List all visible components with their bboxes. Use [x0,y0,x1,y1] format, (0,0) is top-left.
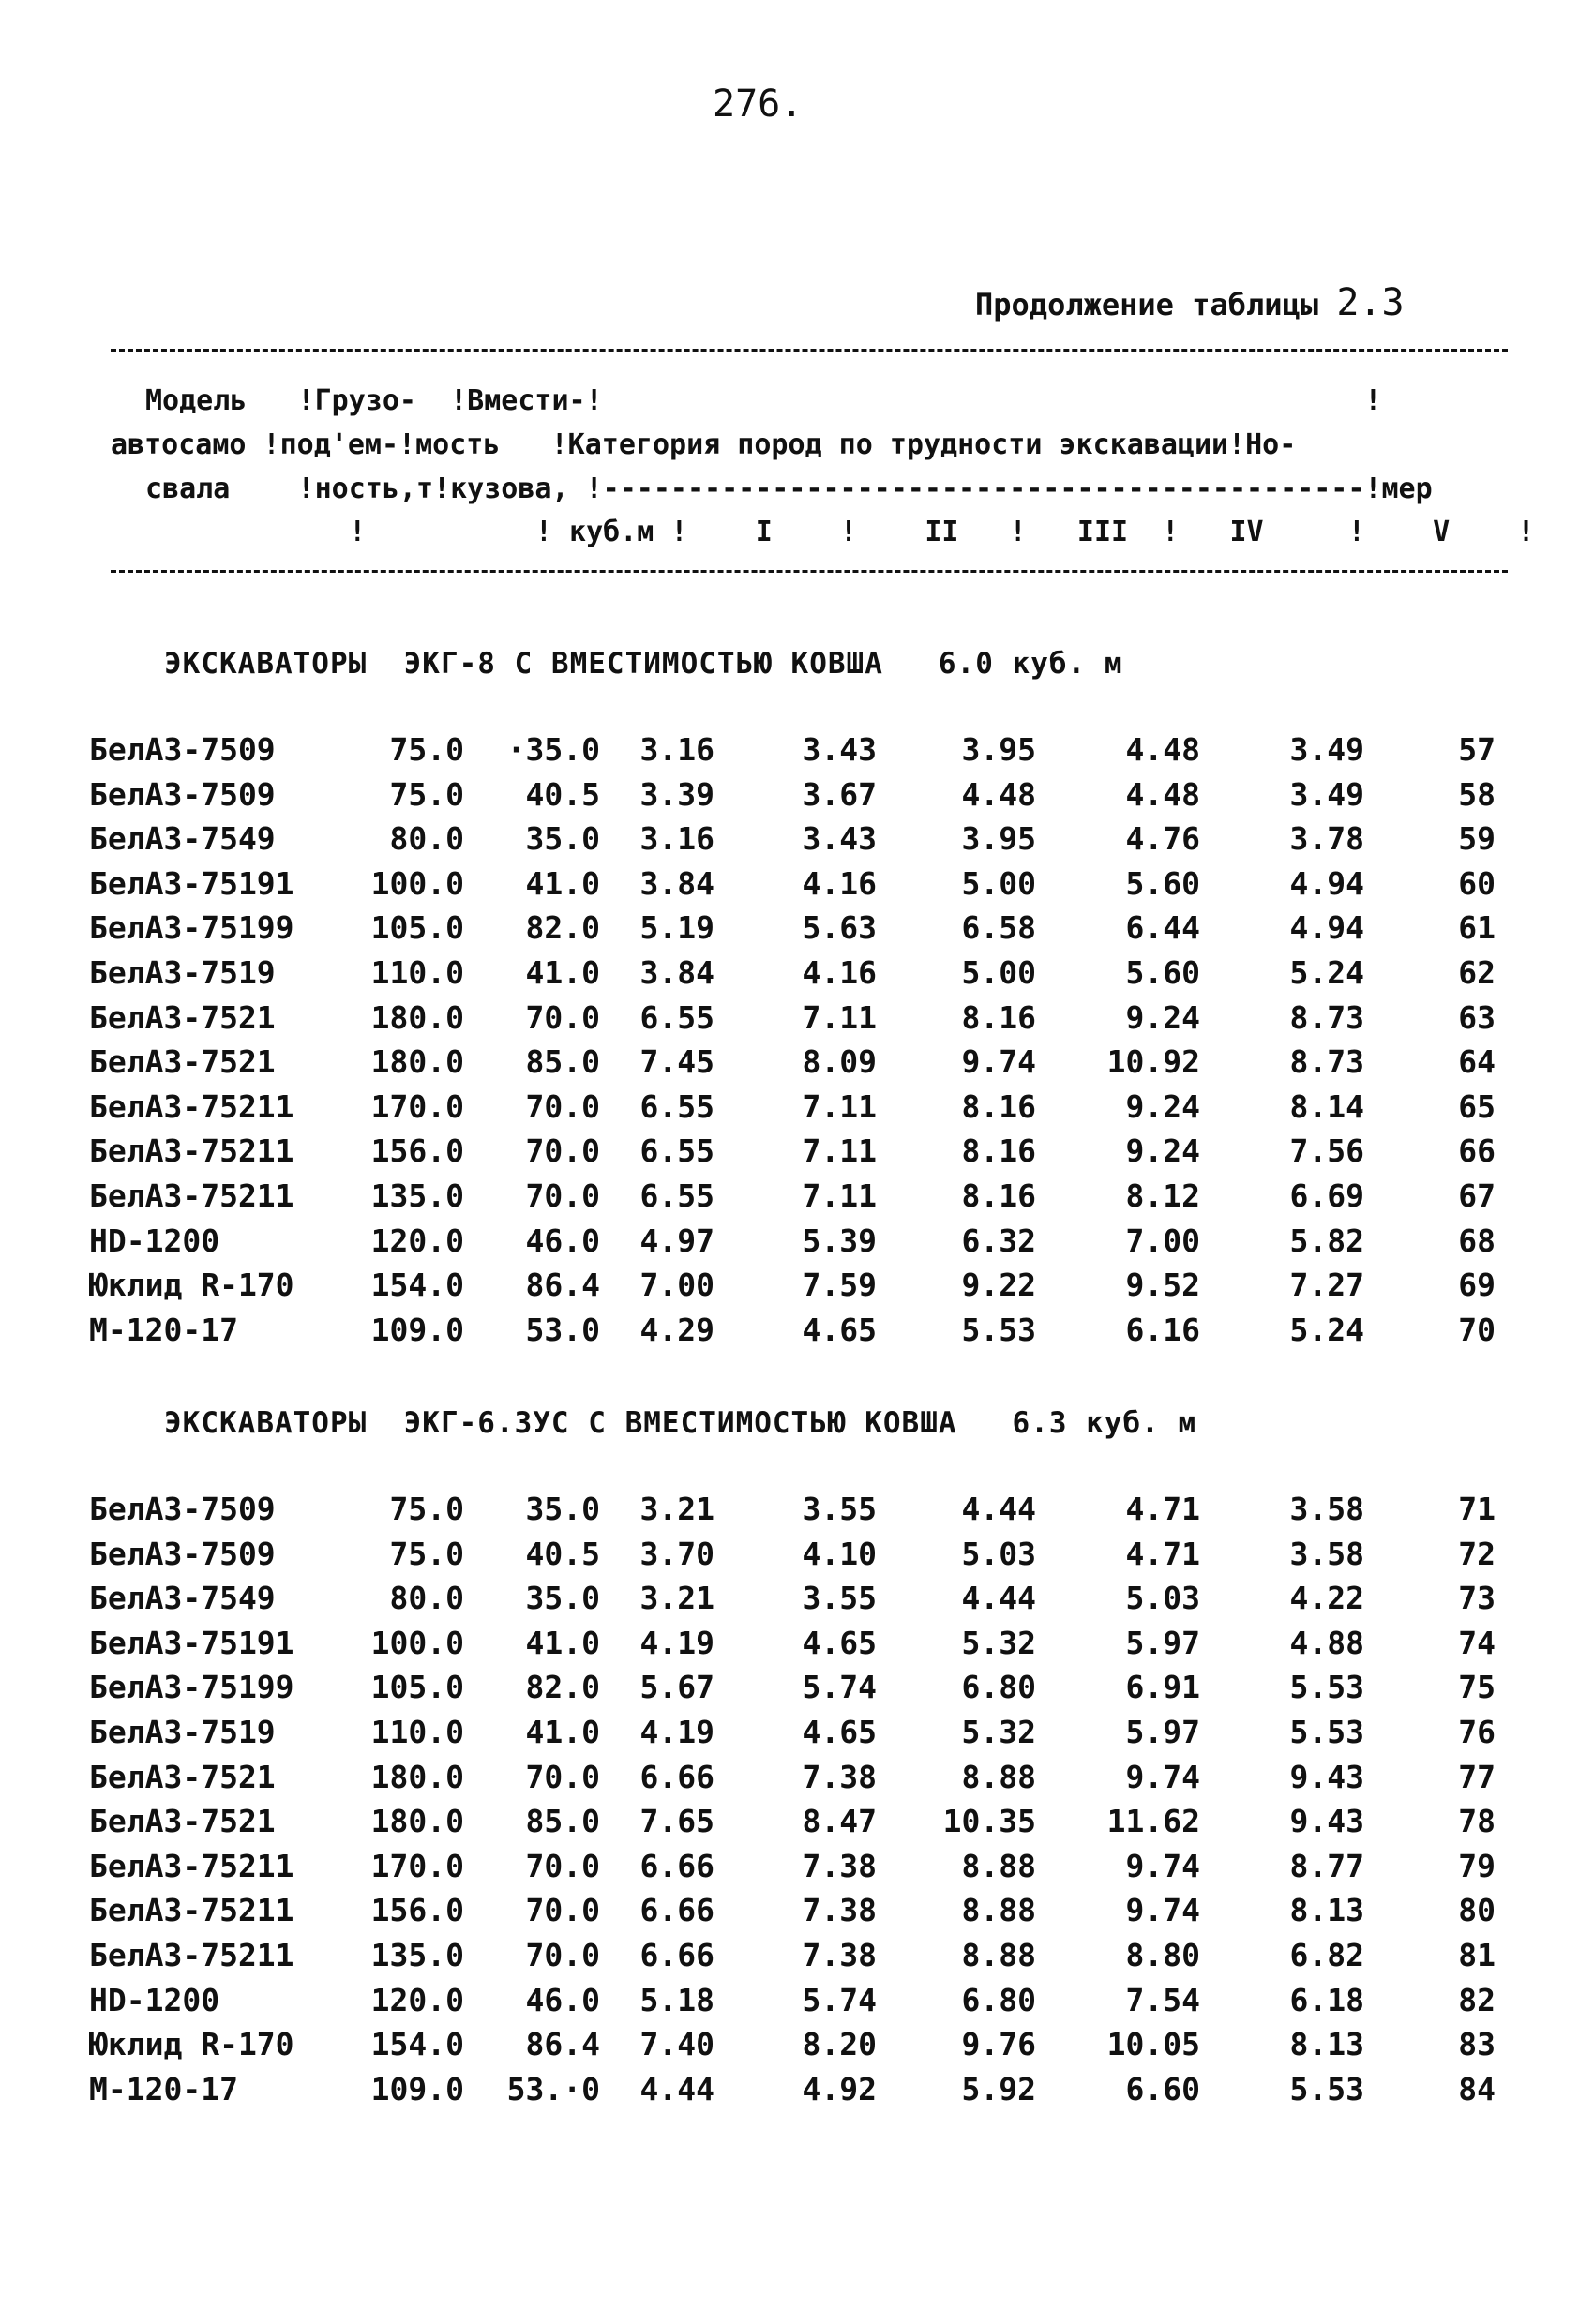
table-row [0,954,1594,996]
cell-volume: 70.0 [525,998,600,1036]
cell-no: 57 [1458,731,1496,768]
cell-volume: 46.0 [525,1981,600,2018]
cell-c1: 7.45 [639,1043,714,1081]
cell-c3: 5.92 [961,2070,1036,2107]
cell-c4: 9.74 [1125,1758,1200,1795]
cell-c5: 5.24 [1289,1311,1364,1348]
cell-capacity: 110.0 [370,1714,464,1750]
cell-model: БелАЗ-7509 [89,775,276,813]
cell-volume: 82.0 [525,1669,600,1706]
cell-model: БелАЗ-75199 [89,909,294,947]
cell-no: 67 [1458,1177,1496,1214]
cell-no: 76 [1458,1714,1496,1750]
cell-volume: 35.0 [525,820,600,858]
header-line-4: ! ! куб.м ! I ! II ! III ! IV ! V ! [281,516,1535,548]
cell-c2: 3.55 [802,1580,877,1617]
table-row [0,999,1594,1041]
cell-c2: 5.74 [802,1669,877,1706]
table-row [0,865,1594,907]
cell-c1: 3.39 [639,775,714,813]
cell-c5: 3.58 [1289,1535,1364,1572]
cell-c4: 5.97 [1125,1624,1200,1661]
cell-c3: 9.22 [961,1267,1036,1304]
cell-model: HD-1200 [89,1981,220,2018]
cell-c1: 5.18 [639,1981,714,2018]
cell-capacity: 75.0 [389,1535,464,1572]
cell-c4: 4.48 [1125,731,1200,768]
cell-c4: 4.71 [1125,1491,1200,1527]
cell-c5: 8.13 [1289,1892,1364,1929]
cell-c5: 8.14 [1289,1087,1364,1125]
header-bottom-rule [111,570,1508,573]
cell-c4: 4.71 [1125,1535,1200,1572]
cell-volume: 85.0 [525,1803,600,1840]
cell-volume: 85.0 [525,1043,600,1081]
cell-c4: 7.00 [1125,1222,1200,1259]
cell-capacity: 156.0 [370,1132,464,1170]
cell-volume: 70.0 [525,1177,600,1214]
cell-c4: 6.91 [1125,1669,1200,1706]
table-row [0,909,1594,951]
cell-model: БелАЗ-7509 [89,1491,276,1527]
cell-volume: 70.0 [525,1847,600,1884]
cell-model: БелАЗ-7521 [89,1758,276,1795]
table-number: 2.3 [1336,281,1405,324]
cell-c2: 7.11 [802,998,877,1036]
cell-capacity: 170.0 [370,1087,464,1125]
cell-c5: 5.82 [1289,1222,1364,1259]
cell-c5: 7.56 [1289,1132,1364,1170]
cell-no: 72 [1458,1535,1496,1572]
cell-capacity: 75.0 [389,731,464,768]
cell-c3: 10.35 [942,1803,1036,1840]
table-row [0,2026,1594,2067]
cell-c2: 5.63 [802,909,877,947]
cell-c5: 4.88 [1289,1624,1364,1661]
cell-c1: 4.19 [639,1714,714,1750]
cell-c1: 5.19 [639,909,714,947]
cell-c3: 6.32 [961,1222,1036,1259]
cell-model: БелАЗ-75211 [89,1892,294,1929]
cell-c3: 4.44 [961,1491,1036,1527]
cell-c2: 3.43 [802,731,877,768]
cell-c5: 6.82 [1289,1937,1364,1973]
cell-c1: 7.65 [639,1803,714,1840]
cell-volume: 41.0 [525,1624,600,1661]
cell-c2: 8.09 [802,1043,877,1081]
cell-c4: 9.74 [1125,1847,1200,1884]
cell-c5: 3.78 [1289,820,1364,858]
cell-c2: 8.20 [802,2026,877,2063]
cell-c4: 9.52 [1125,1267,1200,1304]
cell-model: БелАЗ-75211 [89,1087,294,1125]
cell-model: БелАЗ-7519 [89,1714,276,1750]
cell-capacity: 105.0 [370,1669,464,1706]
cell-c5: 8.13 [1289,2026,1364,2063]
table-row [0,1714,1594,1755]
cell-c5: 9.43 [1289,1803,1364,1840]
table-row [0,1043,1594,1085]
cell-c4: 10.05 [1106,2026,1200,2063]
cell-c2: 4.65 [802,1311,877,1348]
cell-c1: 6.66 [639,1937,714,1973]
cell-c1: 4.44 [639,2070,714,2107]
cell-volume: 70.0 [525,1758,600,1795]
cell-model: Юклид R-170 [89,2026,294,2063]
cell-model: БелАЗ-7519 [89,954,276,991]
cell-no: 61 [1458,909,1496,947]
cell-no: 62 [1458,954,1496,991]
cell-volume: 41.0 [525,954,600,991]
cell-no: 77 [1458,1758,1496,1795]
cell-no: 75 [1458,1669,1496,1706]
cell-c3: 8.16 [961,1177,1036,1214]
cell-c1: 3.70 [639,1535,714,1572]
cell-c5: 8.73 [1289,1043,1364,1081]
cell-model: БелАЗ-75199 [89,1669,294,1706]
cell-c3: 5.00 [961,954,1036,991]
cell-volume: 70.0 [525,1892,600,1929]
cell-volume: 53.0 [525,1311,600,1348]
cell-c1: 6.55 [639,998,714,1036]
header-line-1: Модель !Грузо- !Вмести-! ! [145,384,1382,417]
cell-c1: 7.40 [639,2026,714,2063]
cell-c3: 5.00 [961,864,1036,902]
cell-c2: 4.65 [802,1624,877,1661]
cell-model: БелАЗ-7509 [89,1535,276,1572]
cell-c1: 3.21 [639,1491,714,1527]
cell-c3: 8.88 [961,1847,1036,1884]
cell-c3: 9.76 [961,2026,1036,2063]
cell-capacity: 154.0 [370,1267,464,1304]
cell-c4: 5.60 [1125,864,1200,902]
cell-capacity: 180.0 [370,1803,464,1840]
table-row [0,1669,1594,1710]
cell-model: М-120-17 [89,2070,238,2107]
table-row [0,1759,1594,1800]
cell-c1: 6.55 [639,1087,714,1125]
cell-volume: 40.5 [525,775,600,813]
cell-c1: 5.67 [639,1669,714,1706]
cell-capacity: 180.0 [370,1043,464,1081]
cell-c5: 7.27 [1289,1267,1364,1304]
cell-c3: 5.32 [961,1714,1036,1750]
cell-c4: 9.24 [1125,998,1200,1036]
cell-c5: 5.24 [1289,954,1364,991]
cell-volume: 82.0 [525,909,600,947]
cell-c5: 3.58 [1289,1491,1364,1527]
cell-c1: 3.84 [639,954,714,991]
cell-c4: 6.16 [1125,1311,1200,1348]
cell-c3: 6.80 [961,1669,1036,1706]
cell-c2: 4.92 [802,2070,877,2107]
cell-volume: 41.0 [525,864,600,902]
table-caption-text: Продолжение таблицы [975,287,1337,322]
cell-c2: 7.59 [802,1267,877,1304]
table-row [0,1803,1594,1844]
cell-no: 71 [1458,1491,1496,1527]
cell-c1: 6.66 [639,1847,714,1884]
cell-model: БелАЗ-7521 [89,998,276,1036]
cell-c1: 6.66 [639,1892,714,1929]
cell-c4: 9.74 [1125,1892,1200,1929]
cell-model: БелАЗ-75211 [89,1177,294,1214]
cell-c4: 5.60 [1125,954,1200,991]
cell-c3: 5.32 [961,1624,1036,1661]
cell-model: БелАЗ-75211 [89,1132,294,1170]
cell-capacity: 154.0 [370,2026,464,2063]
cell-volume: 70.0 [525,1132,600,1170]
cell-capacity: 80.0 [389,1580,464,1617]
cell-capacity: 80.0 [389,820,464,858]
header-line-2: автосамо !под'ем-!мость !Категория пород по трудности экскавации!Но- [111,428,1297,461]
cell-no: 80 [1458,1892,1496,1929]
table-row [0,1132,1594,1174]
cell-c4: 7.54 [1125,1981,1200,2018]
cell-c3: 6.80 [961,1981,1036,2018]
cell-c4: 5.03 [1125,1580,1200,1617]
cell-c3: 8.16 [961,998,1036,1036]
cell-c2: 7.38 [802,1758,877,1795]
cell-capacity: 170.0 [370,1847,464,1884]
cell-volume: ·35.0 [506,731,600,768]
cell-capacity: 180.0 [370,1758,464,1795]
table-row [0,1892,1594,1933]
cell-c5: 4.22 [1289,1580,1364,1617]
cell-no: 74 [1458,1624,1496,1661]
table-row [0,1222,1594,1264]
cell-c2: 3.55 [802,1491,877,1527]
cell-c3: 9.74 [961,1043,1036,1081]
cell-no: 65 [1458,1087,1496,1125]
cell-capacity: 110.0 [370,954,464,991]
cell-capacity: 120.0 [370,1222,464,1259]
cell-c1: 4.97 [639,1222,714,1259]
cell-c2: 8.47 [802,1803,877,1840]
cell-model: М-120-17 [89,1311,238,1348]
cell-no: 59 [1458,820,1496,858]
table-caption [975,281,1405,324]
cell-model: БелАЗ-7549 [89,820,276,858]
section-title-ekg63: ЭКСКАВАТОРЫ ЭКГ-6.3УС С ВМЕСТИМОСТЬЮ КОВША 6.3 куб. м [164,1406,1197,1440]
cell-c4: 4.48 [1125,775,1200,813]
cell-c2: 4.65 [802,1714,877,1750]
table-row [0,2071,1594,2112]
cell-c5: 3.49 [1289,731,1364,768]
cell-model: БелАЗ-75211 [89,1937,294,1973]
table-row [0,1536,1594,1577]
cell-c2: 7.11 [802,1087,877,1125]
cell-no: 68 [1458,1222,1496,1259]
cell-c5: 5.53 [1289,1714,1364,1750]
cell-capacity: 120.0 [370,1981,464,2018]
cell-no: 58 [1458,775,1496,813]
cell-c2: 3.43 [802,820,877,858]
cell-c4: 9.24 [1125,1132,1200,1170]
cell-no: 69 [1458,1267,1496,1304]
cell-c1: 3.84 [639,864,714,902]
cell-c3: 8.88 [961,1892,1036,1929]
cell-volume: 86.4 [525,1267,600,1304]
cell-c3: 8.16 [961,1132,1036,1170]
cell-volume: 40.5 [525,1535,600,1572]
table-row [0,1312,1594,1353]
cell-c3: 5.53 [961,1311,1036,1348]
cell-c3: 4.48 [961,775,1036,813]
cell-model: БелАЗ-75211 [89,1847,294,1884]
table-row [0,1937,1594,1978]
cell-model: БелАЗ-7549 [89,1580,276,1617]
cell-volume: 53.·0 [506,2070,600,2107]
cell-c5: 6.69 [1289,1177,1364,1214]
cell-volume: 35.0 [525,1491,600,1527]
section-title-ekg8: ЭКСКАВАТОРЫ ЭКГ-8 С ВМЕСТИМОСТЬЮ КОВША 6.0 куб. м [164,647,1123,681]
cell-c4: 5.97 [1125,1714,1200,1750]
table-row [0,776,1594,817]
cell-volume: 70.0 [525,1087,600,1125]
cell-c5: 8.77 [1289,1847,1364,1884]
cell-model: Юклид R-170 [89,1267,294,1304]
cell-capacity: 135.0 [370,1177,464,1214]
cell-c3: 4.44 [961,1580,1036,1617]
cell-volume: 46.0 [525,1222,600,1259]
cell-no: 84 [1458,2070,1496,2107]
table-row [0,1848,1594,1889]
cell-capacity: 156.0 [370,1892,464,1929]
cell-c1: 7.00 [639,1267,714,1304]
cell-no: 82 [1458,1981,1496,2018]
cell-c5: 6.18 [1289,1981,1364,2018]
cell-no: 66 [1458,1132,1496,1170]
cell-c1: 6.66 [639,1758,714,1795]
cell-c1: 6.55 [639,1177,714,1214]
cell-no: 63 [1458,998,1496,1036]
cell-c2: 7.38 [802,1892,877,1929]
cell-c3: 8.88 [961,1758,1036,1795]
cell-c4: 6.60 [1125,2070,1200,2107]
cell-no: 81 [1458,1937,1496,1973]
cell-capacity: 75.0 [389,775,464,813]
table-row [0,1625,1594,1666]
cell-c4: 9.24 [1125,1087,1200,1125]
cell-c5: 5.53 [1289,1669,1364,1706]
table-row [0,820,1594,862]
cell-c3: 8.88 [961,1937,1036,1973]
cell-c1: 3.16 [639,820,714,858]
table-row [0,731,1594,772]
cell-c4: 10.92 [1106,1043,1200,1081]
cell-capacity: 100.0 [370,864,464,902]
cell-c2: 5.74 [802,1981,877,2018]
cell-c5: 4.94 [1289,864,1364,902]
cell-c3: 3.95 [961,820,1036,858]
cell-no: 79 [1458,1847,1496,1884]
cell-capacity: 180.0 [370,998,464,1036]
cell-capacity: 75.0 [389,1491,464,1527]
cell-c5: 8.73 [1289,998,1364,1036]
cell-c1: 3.16 [639,731,714,768]
table-row [0,1580,1594,1621]
cell-volume: 70.0 [525,1937,600,1973]
cell-capacity: 109.0 [370,1311,464,1348]
cell-c4: 8.12 [1125,1177,1200,1214]
table-row [0,1982,1594,2023]
header-line-3: свала !ность,т!кузова, !---------------------------------------------!мер [145,472,1433,505]
cell-c2: 7.11 [802,1177,877,1214]
cell-c5: 5.53 [1289,2070,1364,2107]
cell-c2: 4.10 [802,1535,877,1572]
cell-volume: 41.0 [525,1714,600,1750]
table-row [0,1088,1594,1130]
cell-no: 60 [1458,864,1496,902]
cell-model: БелАЗ-7521 [89,1043,276,1081]
table-row [0,1491,1594,1532]
table-row [0,1267,1594,1308]
cell-model: БелАЗ-75191 [89,864,294,902]
cell-capacity: 109.0 [370,2070,464,2107]
cell-model: HD-1200 [89,1222,220,1259]
cell-c1: 6.55 [639,1132,714,1170]
cell-model: БелАЗ-7521 [89,1803,276,1840]
cell-c3: 3.95 [961,731,1036,768]
cell-c4: 6.44 [1125,909,1200,947]
cell-c5: 9.43 [1289,1758,1364,1795]
cell-c4: 11.62 [1106,1803,1200,1840]
cell-c1: 4.29 [639,1311,714,1348]
cell-c4: 4.76 [1125,820,1200,858]
table-row [0,1177,1594,1219]
cell-c5: 3.49 [1289,775,1364,813]
cell-c1: 3.21 [639,1580,714,1617]
cell-no: 70 [1458,1311,1496,1348]
cell-c3: 6.58 [961,909,1036,947]
cell-c3: 5.03 [961,1535,1036,1572]
cell-no: 73 [1458,1580,1496,1617]
cell-c5: 4.94 [1289,909,1364,947]
cell-no: 83 [1458,2026,1496,2063]
cell-c1: 4.19 [639,1624,714,1661]
cell-capacity: 135.0 [370,1937,464,1973]
cell-c3: 8.16 [961,1087,1036,1125]
cell-c2: 7.11 [802,1132,877,1170]
cell-no: 64 [1458,1043,1496,1081]
header-top-rule [111,349,1508,352]
page-number: 276. [713,82,804,126]
cell-volume: 86.4 [525,2026,600,2063]
cell-c4: 8.80 [1125,1937,1200,1973]
cell-c2: 5.39 [802,1222,877,1259]
cell-model: БелАЗ-7509 [89,731,276,768]
cell-capacity: 105.0 [370,909,464,947]
cell-c2: 3.67 [802,775,877,813]
cell-c2: 7.38 [802,1937,877,1973]
cell-c2: 4.16 [802,864,877,902]
cell-capacity: 100.0 [370,1624,464,1661]
cell-c2: 7.38 [802,1847,877,1884]
cell-volume: 35.0 [525,1580,600,1617]
cell-no: 78 [1458,1803,1496,1840]
cell-model: БелАЗ-75191 [89,1624,294,1661]
cell-c2: 4.16 [802,954,877,991]
